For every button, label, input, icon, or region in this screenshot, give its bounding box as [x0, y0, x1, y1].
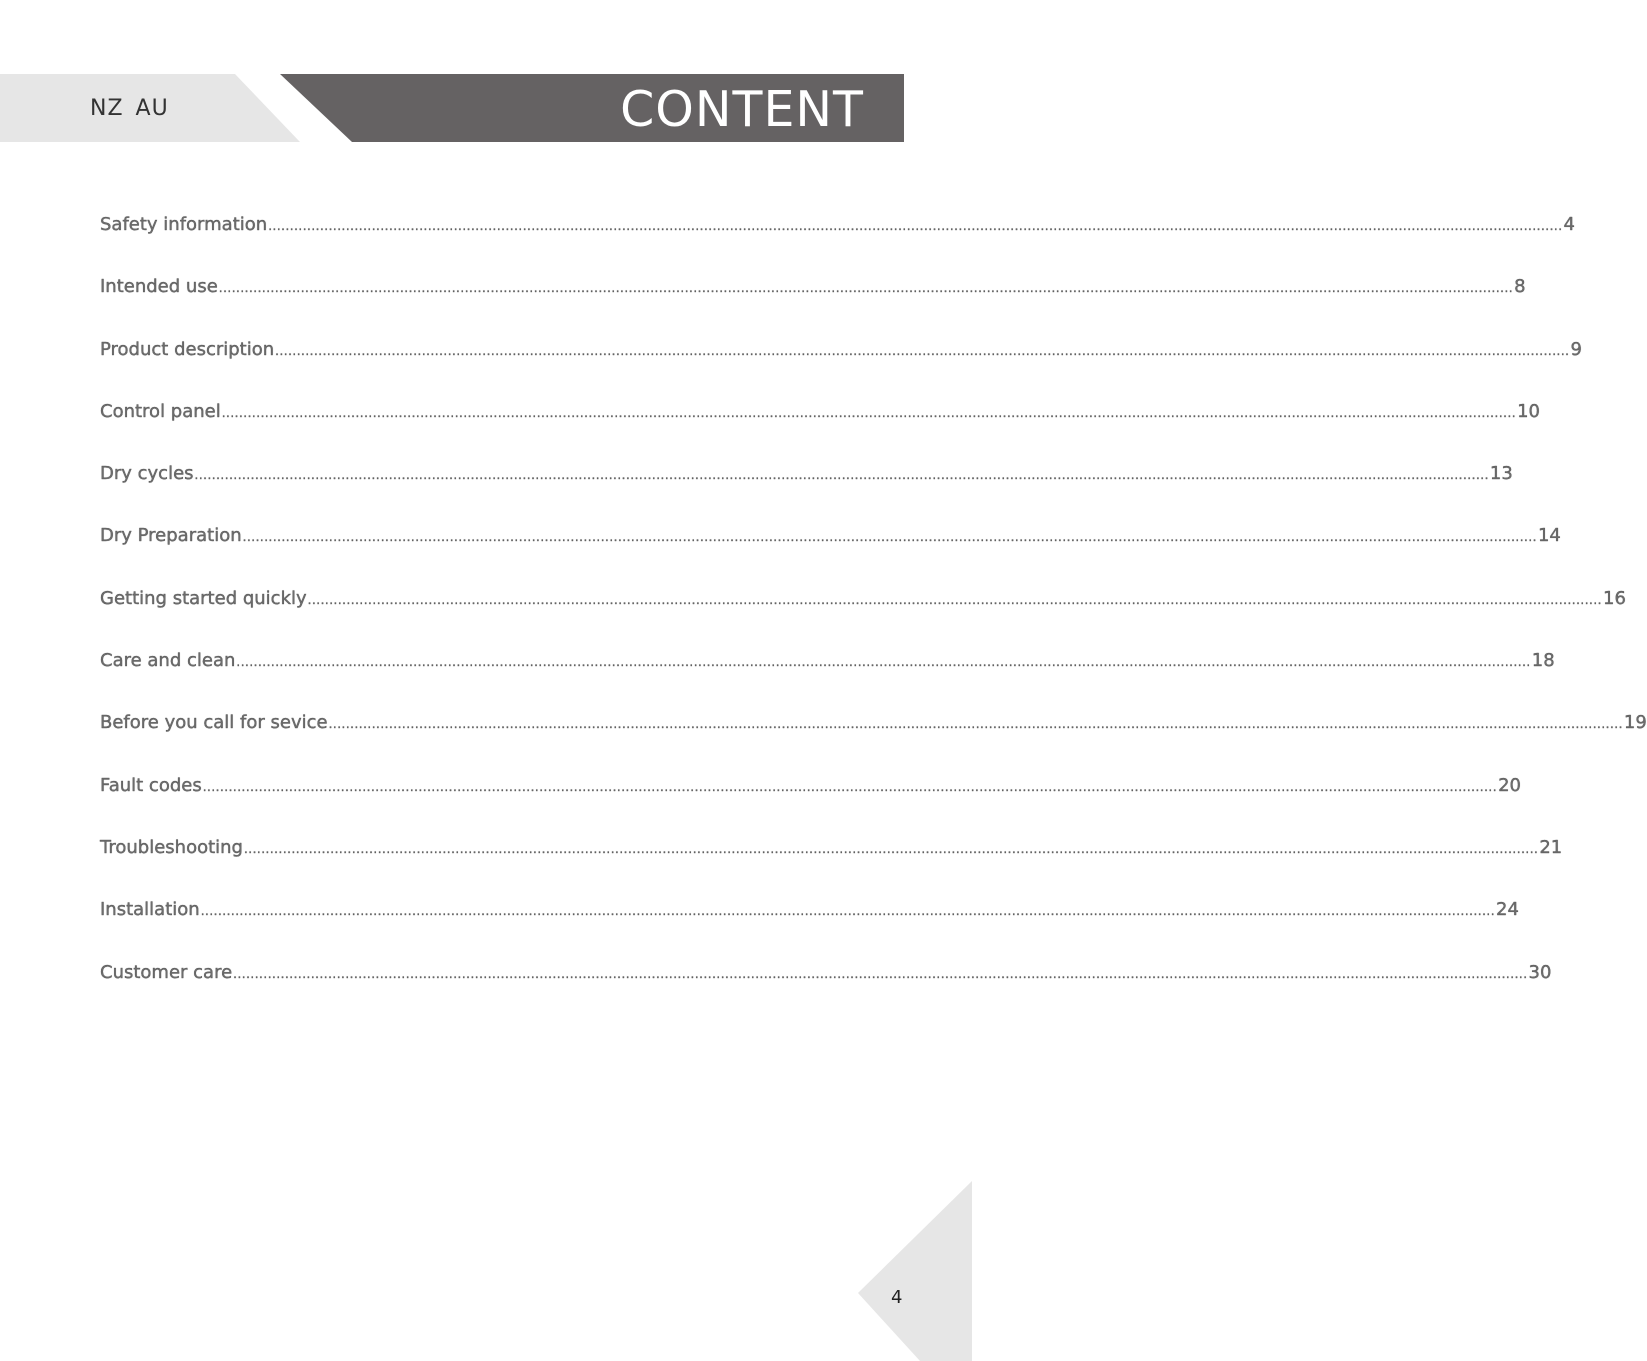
toc-item-installation[interactable] — [100, 899, 1519, 961]
toc-page-number: 18 — [1531, 650, 1555, 672]
toc-title: Fault codes — [100, 774, 202, 796]
toc-title: Before you call for sevice — [100, 712, 328, 734]
toc-page-number: 8 — [1514, 276, 1526, 298]
toc-page-number: 19 — [1623, 712, 1647, 734]
toc-item-troubleshooting[interactable] — [100, 836, 1563, 899]
toc-title: Control panel — [100, 400, 221, 422]
toc-title: Troubleshooting — [100, 836, 243, 858]
toc-dot-leader: ............................................................................................................................................................................................................................................................................................................ — [194, 468, 1489, 483]
toc-dot-leader: ............................................................................................................................................................................................................................................................................................................ — [218, 281, 1514, 296]
region-label: NZ AU — [90, 96, 169, 121]
toc-page-number: 10 — [1517, 400, 1540, 422]
toc-title: Customer care — [100, 961, 233, 983]
toc-title: Dry cycles — [100, 463, 194, 485]
toc-dot-leader: ............................................................................................................................................................................................................................................................................................................ — [200, 904, 1496, 919]
toc-item-care-and-clean[interactable] — [100, 650, 1555, 712]
toc-item-dry-preparation[interactable] — [100, 525, 1561, 587]
toc-title: Intended use — [100, 276, 218, 298]
toc-item-intended-use[interactable] — [100, 276, 1526, 338]
toc-dot-leader: ............................................................................................................................................................................................................................................................................................................ — [236, 655, 1531, 670]
toc-page-number: 4 — [1563, 214, 1575, 235]
toc-page-number: 20 — [1498, 774, 1521, 796]
toc-page-number: 9 — [1570, 338, 1582, 360]
toc-item-before-you-call-for-service[interactable] — [100, 712, 1647, 774]
toc-dot-leader: ............................................................................................................................................................................................................................................................................................................ — [328, 717, 1623, 732]
toc-item-fault-codes[interactable] — [100, 774, 1521, 837]
toc-dot-leader: ............................................................................................................................................................................................................................................................................................................ — [233, 966, 1528, 981]
toc-page-number: 13 — [1489, 463, 1513, 485]
toc-item-control-panel[interactable] — [100, 400, 1540, 463]
toc-item-product-description[interactable] — [100, 338, 1582, 401]
toc-dot-leader: ............................................................................................................................................................................................................................................................................................................ — [242, 530, 1537, 545]
toc-title: Safety information — [100, 214, 268, 235]
toc-title: Dry Preparation — [100, 525, 242, 547]
table-of-contents — [100, 214, 1647, 1024]
toc-item-customer-care[interactable] — [100, 961, 1552, 1024]
toc-item-safety-information[interactable] — [100, 214, 1575, 276]
toc-item-dry-cycles[interactable] — [100, 463, 1513, 525]
page-number: 4 — [891, 1287, 903, 1308]
toc-page-number: 14 — [1537, 525, 1561, 547]
toc-dot-leader: ............................................................................................................................................................................................................................................................................................................ — [243, 841, 1539, 856]
toc-page-number: 24 — [1496, 899, 1519, 921]
page-corner-tab — [858, 1181, 972, 1361]
toc-item-getting-started-quickly[interactable] — [100, 587, 1626, 650]
toc-page-number: 30 — [1528, 961, 1552, 983]
toc-title: Installation — [100, 899, 200, 921]
toc-title: Care and clean — [100, 650, 236, 672]
toc-title: Product description — [100, 338, 275, 360]
toc-dot-leader: ............................................................................................................................................................................................................................................................................................................ — [275, 343, 1570, 358]
toc-dot-leader: ............................................................................................................................................................................................................................................................................................................ — [221, 405, 1517, 420]
toc-title: Getting started quickly — [100, 587, 307, 609]
toc-dot-leader: ............................................................................................................................................................................................................................................................................................................ — [268, 219, 1563, 233]
toc-dot-leader: ............................................................................................................................................................................................................................................................................................................ — [202, 779, 1498, 794]
toc-page-number: 16 — [1603, 587, 1626, 609]
toc-page-number: 21 — [1539, 836, 1563, 858]
toc-dot-leader: ............................................................................................................................................................................................................................................................................................................ — [307, 592, 1602, 607]
page-title: CONTENT — [620, 81, 864, 138]
